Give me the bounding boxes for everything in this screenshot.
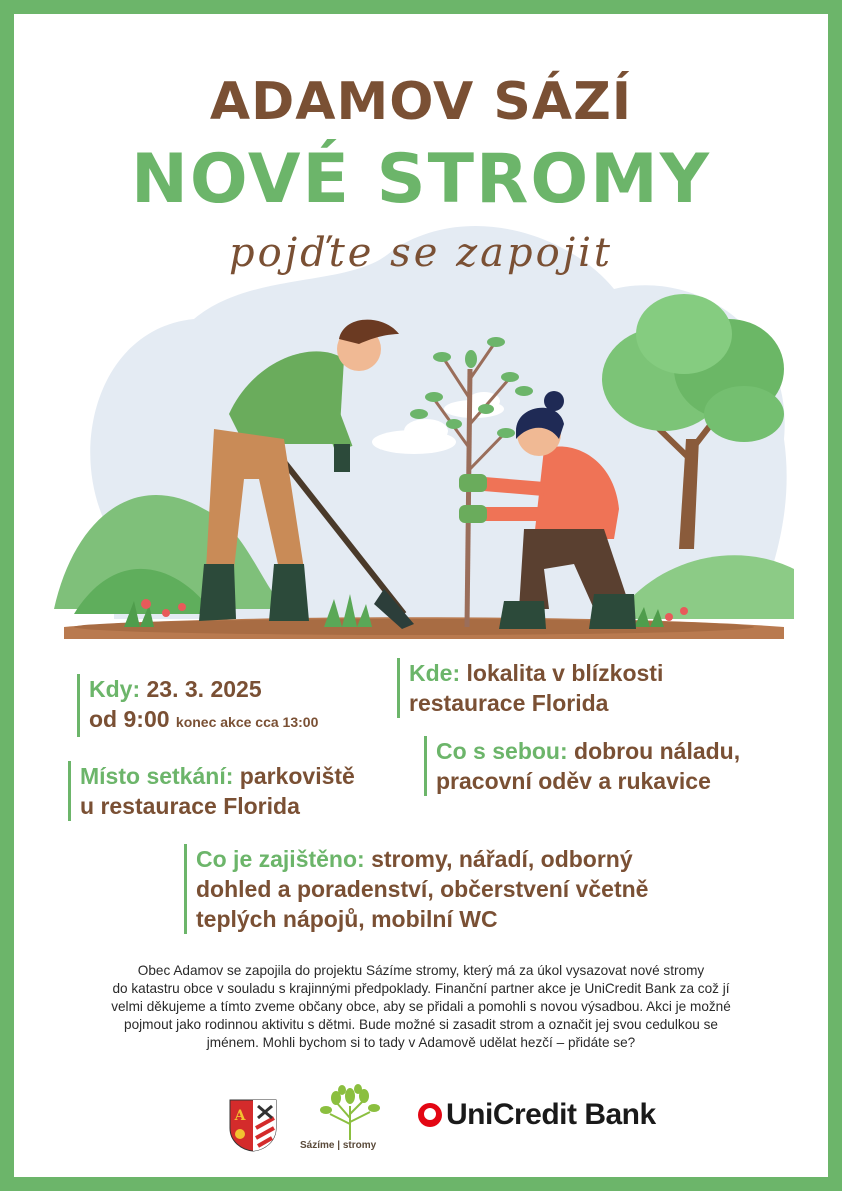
description-paragraph bbox=[74, 962, 768, 1052]
info-misto-setkani bbox=[68, 761, 355, 821]
paragraph-line: jménem. Mohli bychom si to tady v Adamově udělat hezčí – přidáte se? bbox=[206, 1035, 636, 1050]
info-co-s-sebou bbox=[424, 736, 740, 796]
paragraph-line: velmi děkujeme a tímto zveme občany obce, aby se přidali a pomohli s novou výsadbou. Akci je možné bbox=[111, 999, 731, 1014]
unicredit-mark-icon bbox=[418, 1103, 442, 1127]
unicredit-name: UniCredit Bank bbox=[446, 1098, 656, 1131]
misto-text-1: parkoviště bbox=[239, 763, 355, 789]
zajisteno-text-3: teplých nápojů, mobilní WC bbox=[196, 906, 498, 932]
sebou-text-2: pracovní oděv a rukavice bbox=[436, 768, 711, 794]
paragraph-line: pojmout jako rodinnou aktivitu s dětmi. Bude možné si zasadit strom a označit jej svou cedulkou se bbox=[124, 1017, 718, 1032]
coat-of-arms-letter: A bbox=[234, 1108, 246, 1124]
zajisteno-text-2: dohled a poradenství, občerstvení včetně bbox=[196, 876, 649, 902]
partner-logos bbox=[14, 1084, 828, 1154]
kdy-date: 23. 3. 2025 bbox=[146, 676, 262, 702]
title-line-2: NOVÉ STROMY bbox=[130, 140, 712, 219]
kde-text-1: lokalita v blízkosti bbox=[466, 660, 664, 686]
sazime-word-2: stromy bbox=[342, 1140, 377, 1151]
info-kdy bbox=[77, 674, 318, 737]
poster bbox=[14, 14, 828, 1177]
adamov-coat-of-arms-icon bbox=[228, 1098, 278, 1152]
zajisteno-text-1: stromy, nářadí, odborný bbox=[371, 846, 633, 872]
kde-label: Kde: bbox=[409, 660, 461, 686]
misto-line-1 bbox=[80, 761, 355, 791]
kdy-end: konec akce cca 13:00 bbox=[175, 714, 319, 730]
sebou-label: Co s sebou: bbox=[436, 738, 568, 764]
sazime-stromy-tree-icon bbox=[314, 1084, 386, 1140]
sazime-word-1: Sázíme bbox=[300, 1140, 335, 1151]
info-kde bbox=[397, 658, 663, 718]
misto-label: Místo setkání: bbox=[80, 763, 234, 789]
kdy-line-2 bbox=[89, 704, 318, 737]
zajisteno-label: Co je zajištěno: bbox=[196, 846, 365, 872]
subtitle: pojďte se zapojit bbox=[229, 230, 613, 276]
paragraph-line: Obec Adamov se zapojila do projektu Sázíme stromy, který má za úkol vysazovat nové stromy bbox=[137, 963, 705, 978]
title-line-1: ADAMOV SÁZÍ bbox=[209, 72, 633, 132]
kdy-line-1 bbox=[89, 674, 318, 704]
misto-text-2: u restaurace Florida bbox=[80, 793, 300, 819]
zajisteno-line-1 bbox=[196, 844, 648, 874]
sazime-stromy-label: Sázíme | stromy bbox=[300, 1140, 377, 1151]
unicredit-logo bbox=[418, 1098, 656, 1132]
kde-line-1 bbox=[409, 658, 663, 688]
kdy-label: Kdy: bbox=[89, 676, 141, 702]
kdy-time: od 9:00 bbox=[89, 706, 170, 732]
paragraph-line: do katastru obce v souladu s krajinnými předpoklady. Finanční partner akce je UniCredit Bank za což jí bbox=[112, 981, 730, 996]
info-co-je-zajisteno bbox=[184, 844, 648, 934]
sebou-line-1 bbox=[436, 736, 740, 766]
kde-text-2: restaurace Florida bbox=[409, 690, 609, 716]
sebou-text-1: dobrou náladu, bbox=[574, 738, 741, 764]
